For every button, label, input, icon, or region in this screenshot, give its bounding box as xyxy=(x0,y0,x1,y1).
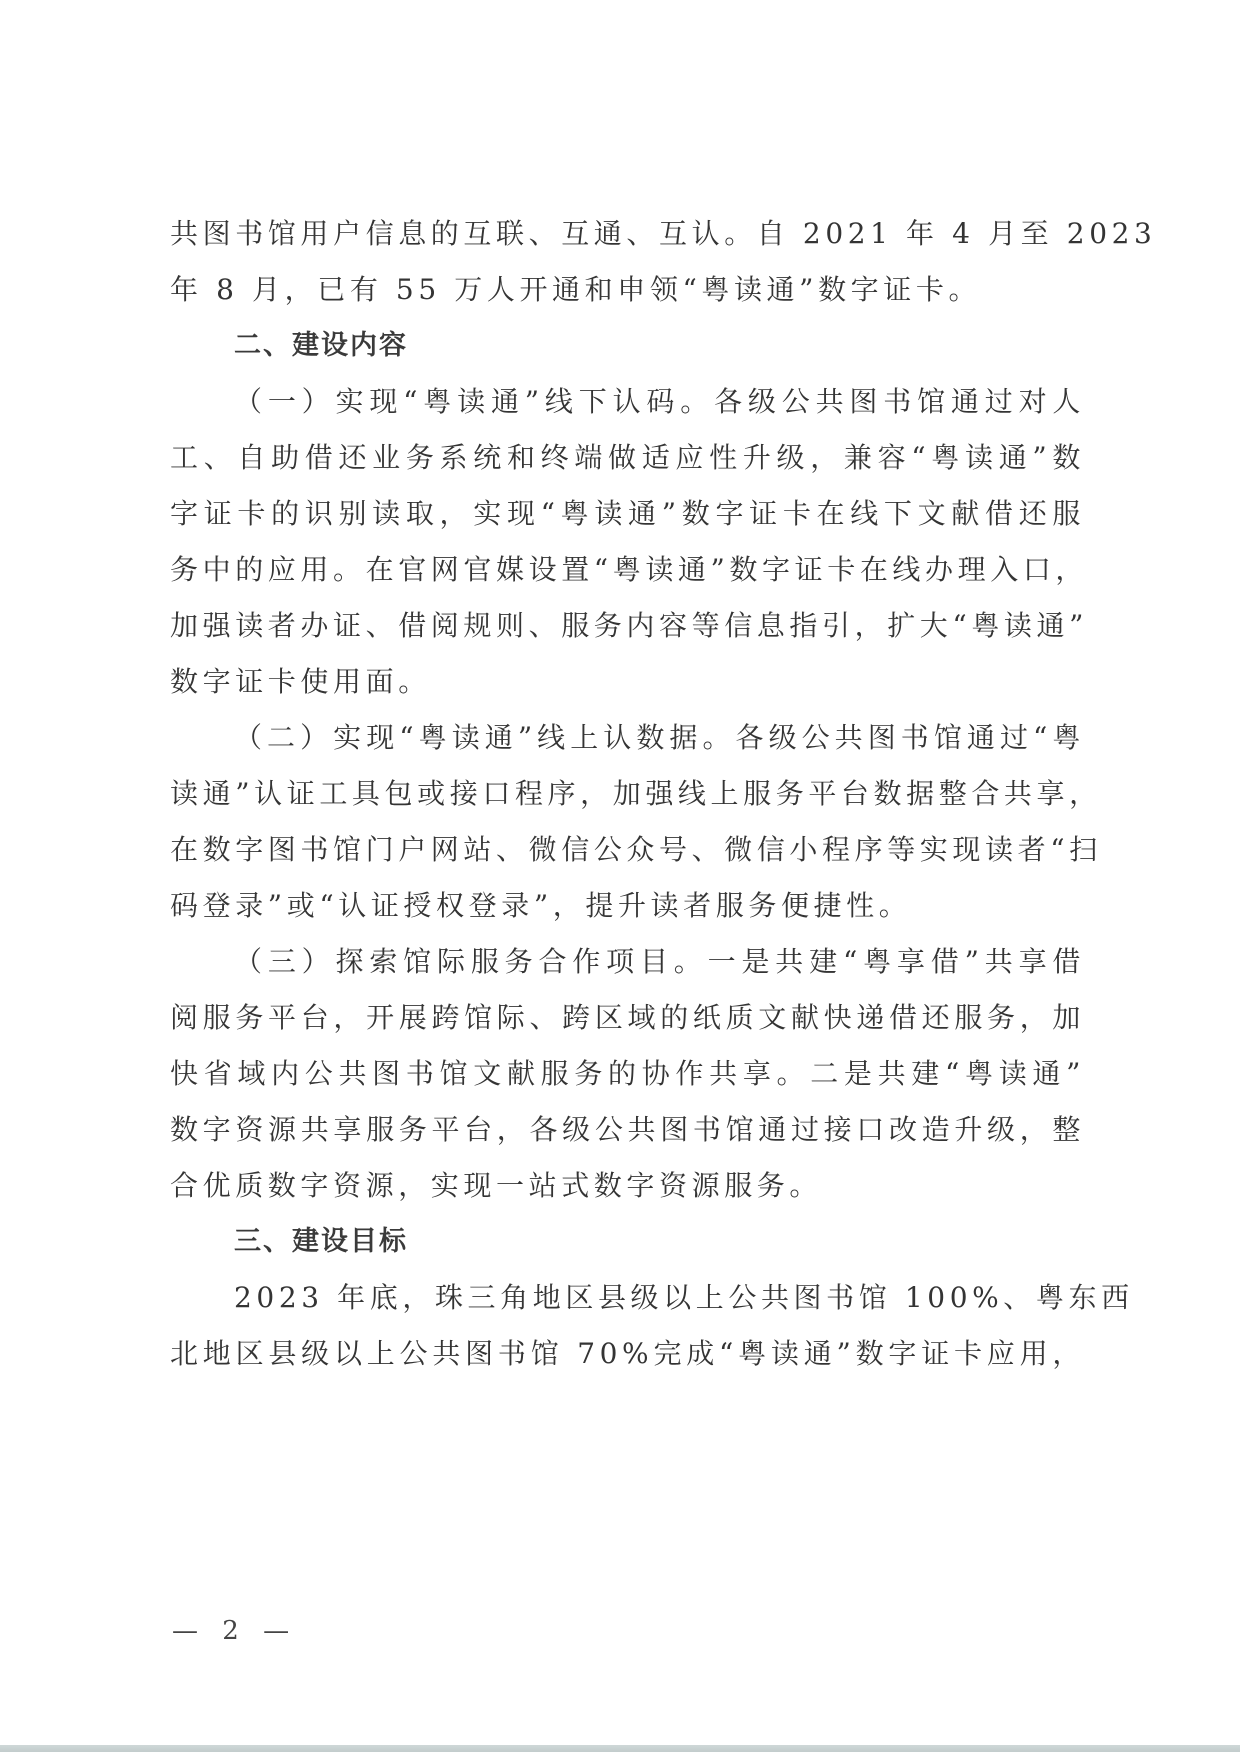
body-line: 工、自助借还业务系统和终端做适应性升级，兼容“粤读通”数 xyxy=(170,441,1085,474)
body-line: （二）实现“粤读通”线上认数据。各级公共图书馆通过“粤 xyxy=(234,721,1085,754)
body-line: 读通”认证工具包或接口程序，加强线上服务平台数据整合共享， xyxy=(170,777,1102,810)
page-number: — 2 — xyxy=(172,1616,298,1646)
body-line: 数字资源共享服务平台，各级公共图书馆通过接口改造升级，整 xyxy=(170,1113,1085,1146)
body-line: 码登录”或“认证授权登录”，提升读者服务便捷性。 xyxy=(170,889,912,922)
body-line: （一）实现“粤读通”线下认码。各级公共图书馆通过对人 xyxy=(234,385,1085,418)
body-line: 数字证卡使用面。 xyxy=(170,665,431,698)
body-line: （三）探索馆际服务合作项目。一是共建“粤享借”共享借 xyxy=(234,945,1085,978)
body-line: 务中的应用。在官网官媒设置“粤读通”数字证卡在线办理入口， xyxy=(170,553,1089,586)
body-line: 北地区县级以上公共图书馆 70%完成“粤读通”数字证卡应用， xyxy=(170,1337,1085,1370)
body-line: 阅服务平台，开展跨馆际、跨区域的纸质文献快递借还服务，加 xyxy=(170,1001,1085,1034)
body-line: 2023 年底，珠三角地区县级以上公共图书馆 100%、粤东西 xyxy=(234,1281,1134,1314)
body-line: 在数字图书馆门户网站、微信公众号、微信小程序等实现读者“扫 xyxy=(170,833,1102,866)
section-heading-construction-goals: 三、建设目标 xyxy=(234,1226,408,1257)
body-line: 加强读者办证、借阅规则、服务内容等信息指引，扩大“粤读通” xyxy=(170,609,1089,642)
section-heading-construction-content: 二、建设内容 xyxy=(234,330,408,361)
scan-bottom-edge xyxy=(0,1745,1240,1752)
body-line: 快省域内公共图书馆文献服务的协作共享。二是共建“粤读通” xyxy=(170,1057,1085,1090)
document-body xyxy=(170,217,1157,1396)
body-line: 字证卡的识别读取，实现“粤读通”数字证卡在线下文献借还服 xyxy=(170,497,1085,530)
body-line: 共图书馆用户信息的互联、互通、互认。自 2021 年 4 月至 2023 xyxy=(170,217,1157,250)
body-line: 合优质数字资源，实现一站式数字资源服务。 xyxy=(170,1169,823,1202)
body-line: 年 8 月，已有 55 万人开通和申领“粤读通”数字证卡。 xyxy=(170,273,982,306)
